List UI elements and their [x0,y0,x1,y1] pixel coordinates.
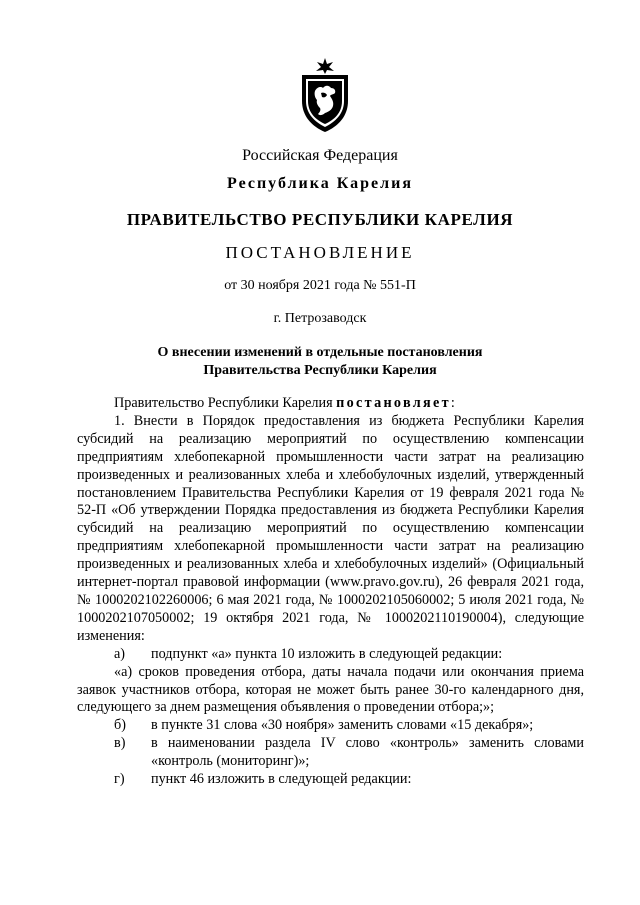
government-name: ПРАВИТЕЛЬСТВО РЕСПУБЛИКИ КАРЕЛИЯ [126,210,514,229]
list-text-b: в пункте 31 слова «30 ноября» заменить словами «15 декабря»; [151,717,534,734]
list-item-b [77,717,584,735]
paragraph-1: 1. Внести в Порядок предоставления из бюджета Республики Карелия субсидий на реализацию мероприятий по осуществлению компенсации предприятиям хлебопекарной промышленности части затрат на реализацию произведенных и реализованных хлеба и хлебобулочных изделий, утвержденный постановлением Правительства Республики Карелия от 19 февраля 2021 года № 52-П «Об утверждении Порядка предоставления из бюджета Республики Карелия субсидий на реализацию мероприятий по осуществлению компенсации предприятиям хлебопекарной промышленности части затрат на реализацию произведенных и реализованных хлеба и хлебобулочных изделий» (Официальный интернет-портал правовой информации (www.pravo.gov.ru), 26 февраля 2021 года, № 1000202102260006; 6 мая 2021 года, № 1000202105060002; 5 июля 2021 года, № 1000202107050002; 19 октября 2021 года, № 1000202110190004), следующие изменения: [77,412,584,644]
list-marker-g: г) [114,771,125,788]
list-marker-a: а) [114,645,126,662]
republic-name: Республика Карелия [227,175,413,192]
list-text-g: пункт 46 изложить в следующей редакции: [151,771,412,788]
date-number: от 30 ноября 2021 года № 551-П [224,278,416,293]
document-subject [0,344,640,380]
country-name: Российская Федерация [242,147,398,164]
document-type: ПОСТАНОВЛЕНИЕ [225,243,415,262]
city: г. Петрозаводск [273,311,367,326]
list-text-a: подпункт «а» пункта 10 изложить в следующей редакции: [151,645,503,662]
list-item-g [77,771,584,789]
list-item-v [77,735,584,771]
intro-prefix: Правительство Республики Карелия [114,395,337,411]
document-body [77,395,584,789]
list-marker-v: в) [114,735,126,752]
subject-line-2: Правительства Республики Карелия [203,363,437,378]
list-item-a [77,646,584,664]
intro-suffix: : [450,395,455,411]
intro-paragraph [77,395,584,413]
list-text-v: в наименовании раздела IV слово «контроль» заменить словами «контроль (мониторинг)»; [151,735,584,770]
intro-keyword: постановляет [336,395,451,411]
quote-a: «а) сроков проведения отбора, даты начала подачи или окончания приема заявок участников отбора, которая не может быть ранее 30-го календарного дня, следующего за днем размещения объявления о проведении отбора;»; [77,663,584,716]
subject-line-1: О внесении изменений в отдельные постановления [157,345,483,360]
karelia-coat-of-arms-icon [297,57,353,133]
list-marker-b: б) [114,717,126,734]
